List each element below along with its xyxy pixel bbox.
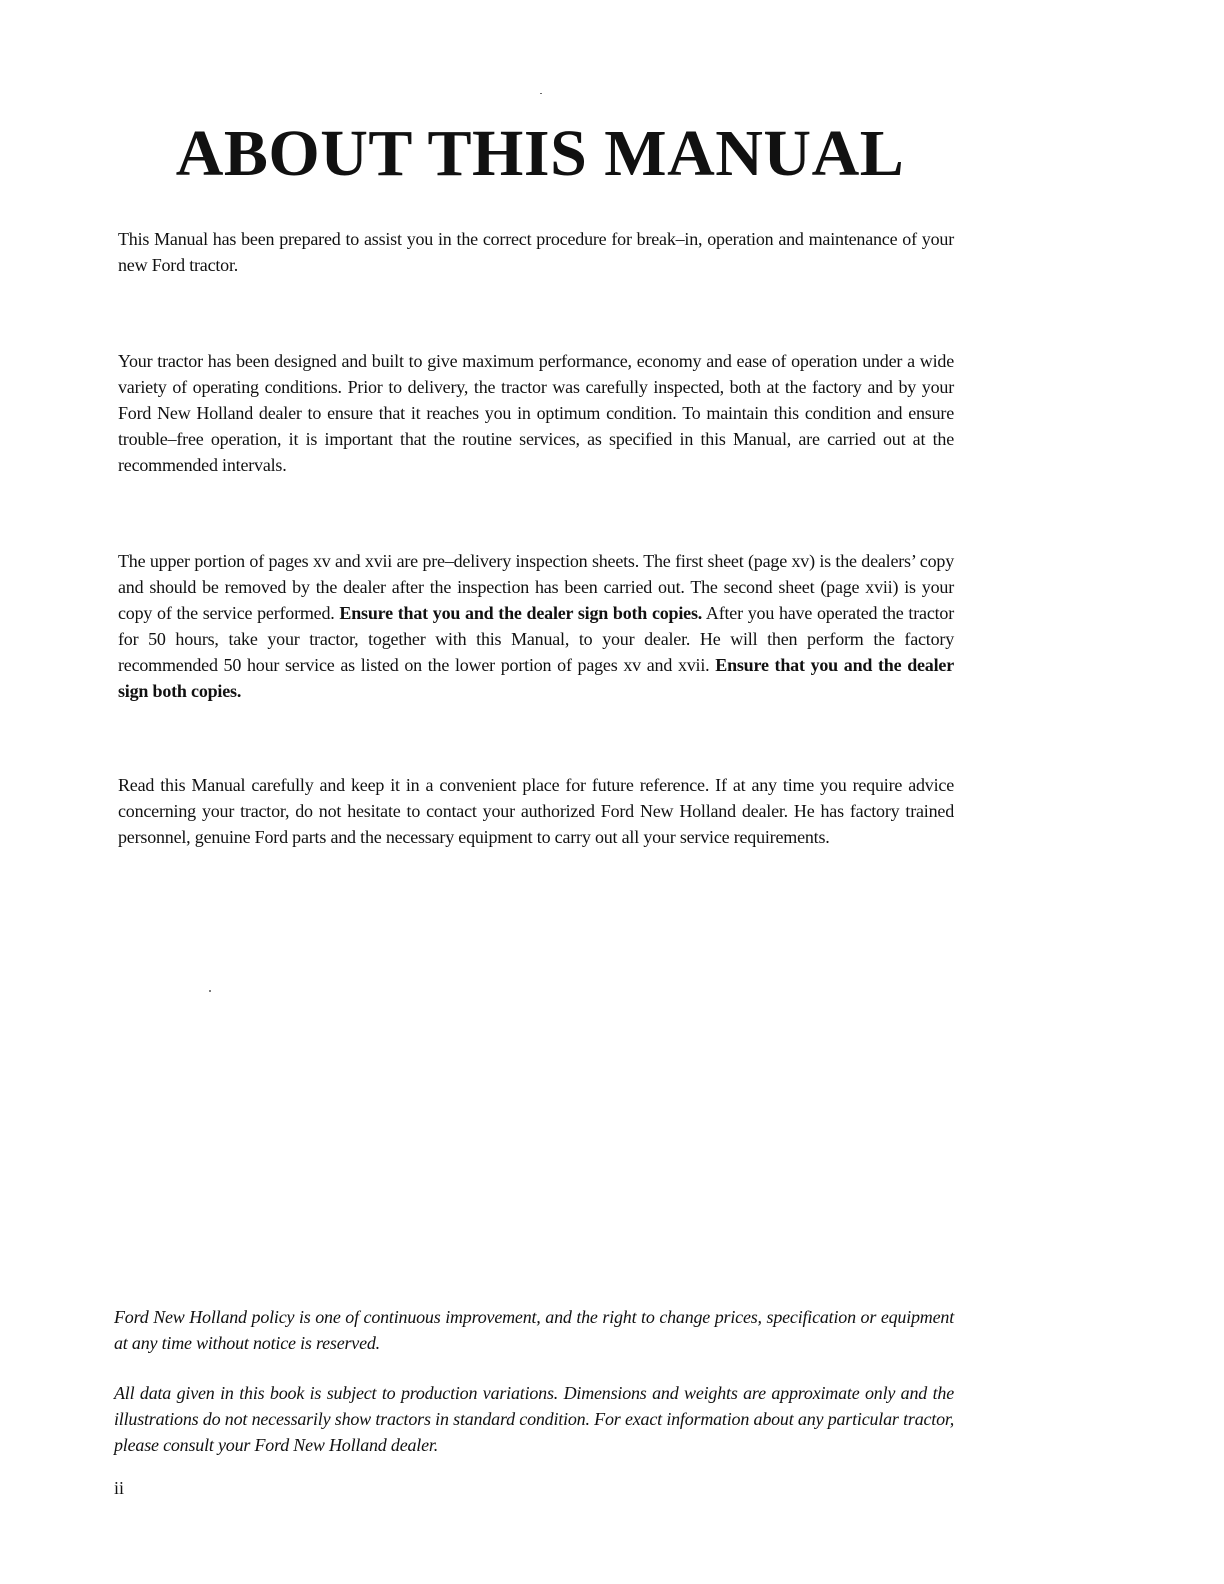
sign-copies-notice-1: Ensure that you and the dealer sign both copies. <box>339 603 703 623</box>
page-title: ABOUT THIS MANUAL <box>175 117 905 190</box>
intro-paragraph: This Manual has been prepared to assist you in the correct procedure for break–in, operation and maintenance of your new Ford tractor. <box>118 229 954 275</box>
design-paragraph: Your tractor has been designed and built to give maximum performance, economy and ease of operation under a wide variety of operating conditions. Prior to delivery, the tractor was carefully inspected, both at the factory and by your Ford New Holland dealer to ensure that it reaches you in optimum condition. To maintain this condition and ensure trouble–free operation, it is important that the routine services, as specified in this Manual, are carried out at the recommended intervals. <box>118 351 954 475</box>
inspection-paragraph <box>118 548 954 704</box>
policy-disclaimer: Ford New Holland policy is one of continuous improvement, and the right to change prices, specification or equipment at any time without notice is reserved. <box>114 1307 954 1353</box>
inspection-text-1: The upper portion of pages xv and xvii are pre–delivery inspection sheets. The first sheet (page xv) is the dealers’ copy and should be removed by the dealer after the inspection has been carried out. The second sheet (page xvii) is your copy of the service performed. <box>118 551 954 623</box>
scan-speck <box>540 93 542 94</box>
reference-paragraph: Read this Manual carefully and keep it in a convenient place for future reference. If at any time you require advice concerning your tractor, do not hesitate to contact your authorized Ford New Holland dealer. He has factory trained personnel, genuine Ford parts and the necessary equipment to carry out all your service requirements. <box>118 775 954 847</box>
data-disclaimer: All data given in this book is subject to production variations. Dimensions and weights are approximate only and the illustrations do not necessarily show tractors in standard condition. For exact information about any particular tractor, please consult your Ford New Holland dealer. <box>114 1383 954 1455</box>
page-number: ii <box>114 1478 125 1498</box>
inspection-text-2: After you have operated the tractor for 50 hours, take your tractor, together with this Manual, to your dealer. He will then perform the factory recommended 50 hour service as listed on the lower portion of pages xv and xvii. <box>118 603 954 675</box>
sign-copies-notice-2: Ensure that you and the dealer sign both copies. <box>118 655 954 701</box>
scan-speck <box>209 990 211 992</box>
